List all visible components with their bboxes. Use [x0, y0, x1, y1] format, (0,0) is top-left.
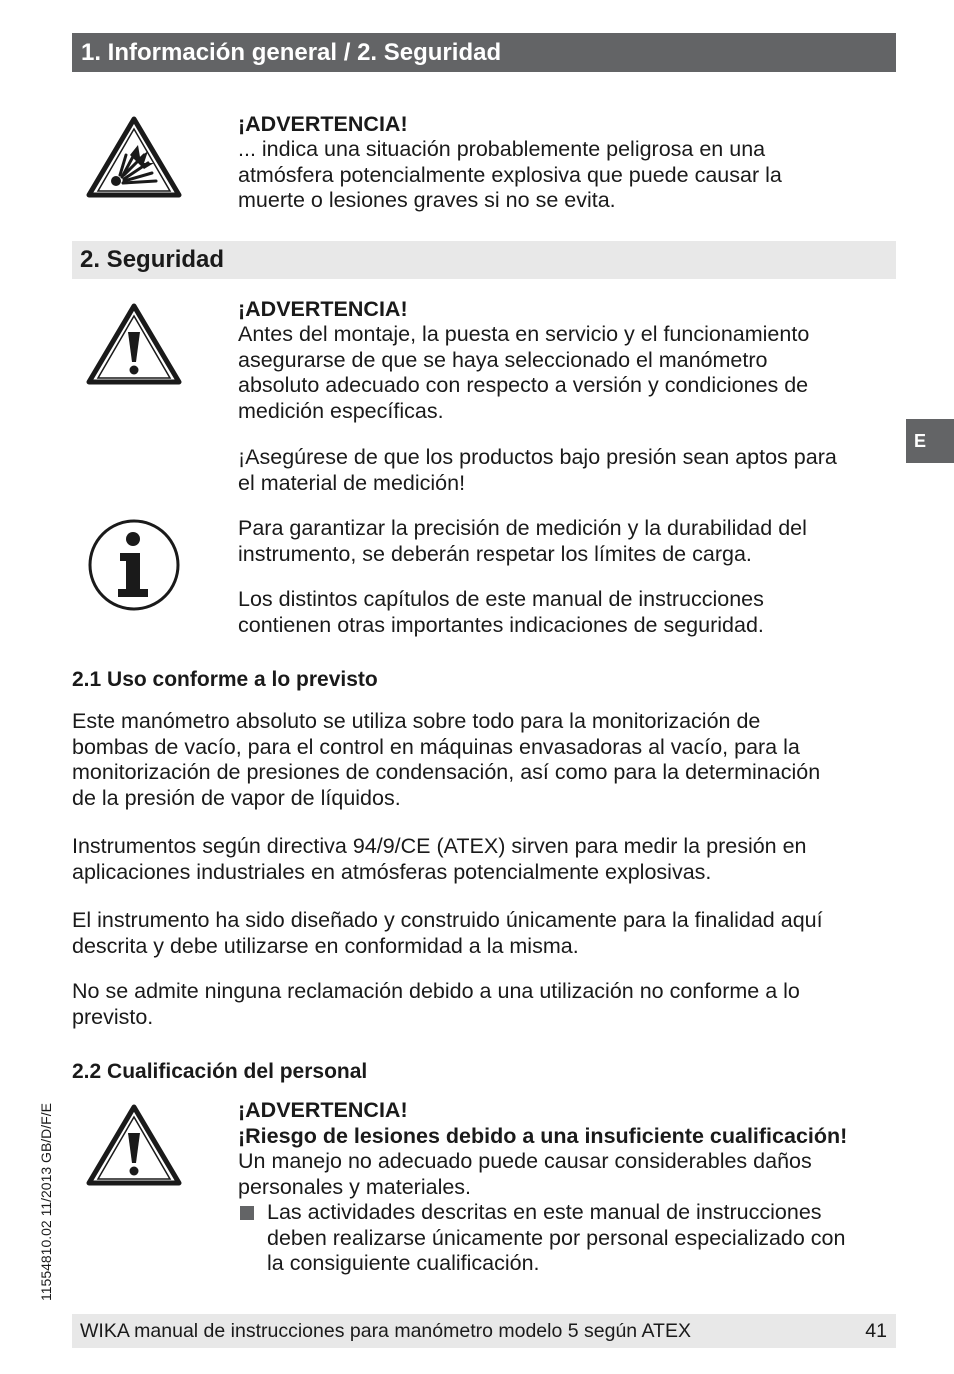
bullet-square-icon — [240, 1206, 254, 1220]
warning-triangle-icon — [86, 302, 182, 386]
footer-text: WIKA manual de instrucciones para manómetro modelo 5 según ATEX — [80, 1320, 691, 1342]
personnel-warning-subheading: ¡Riesgo de lesiones debido a una insuficiente cualificación! — [238, 1124, 848, 1148]
document-code: 11554810.02 11/2013 GB/D/F/E — [38, 1103, 54, 1301]
explosion-warning-heading: ¡ADVERTENCIA! — [238, 112, 408, 136]
explosion-warning-icon — [86, 115, 182, 199]
info-text-safety-chapters: Los distintos capítulos de este manual de instrucciones contienen otras importantes indicaciones de seguridad. — [238, 587, 764, 637]
intended-use-paragraph-2: Instrumentos según directiva 94/9/CE (ATEX) sirven para medir la presión en aplicaciones industriales en atmósferas potencialmente explosivas. — [72, 834, 807, 884]
intended-use-paragraph-3: El instrumento ha sido diseñado y construido únicamente para la finalidad aquí descrita y debe utilizarse en conformidad a la misma. — [72, 908, 823, 958]
info-text-load-limits: Para garantizar la precisión de medición y la durabilidad del instrumento, se deberán respetar los límites de carga. — [238, 516, 807, 566]
list-item: Las actividades descritas en este manual de instrucciones deben realizarse únicamente por personal especializado con la consiguiente cualificación. — [238, 1200, 898, 1277]
selection-warning-heading: ¡ADVERTENCIA! — [238, 297, 408, 321]
explosion-warning-text: ... indica una situación probablemente peligrosa en una atmósfera potencialmente explosiva que puede causar la muerte o lesiones graves si no se evita. — [238, 137, 782, 213]
intended-use-paragraph-1: Este manómetro absoluto se utiliza sobre todo para la monitorización de bombas de vacío, para el control en máquinas envasadoras al vacío, para la monitorización de presiones de condensación, así como para la determinación de la presión de vapor de líquidos. — [72, 709, 821, 810]
page-number: 41 — [865, 1320, 887, 1342]
subsection-title-personnel: 2.2 Cualificación del personal — [72, 1060, 368, 1083]
warning-triangle-icon — [86, 1103, 182, 1187]
personnel-warning-heading: ¡ADVERTENCIA! — [238, 1098, 408, 1122]
page-footer — [72, 1314, 896, 1348]
section-title-safety: 2. Seguridad — [72, 241, 896, 279]
intended-use-paragraph-4: No se admite ninguna reclamación debido a una utilización no conforme a lo previsto. — [72, 979, 800, 1029]
info-icon — [86, 517, 182, 613]
medium-compatibility-note: ¡Asegúrese de que los productos bajo presión sean aptos para el material de medición! — [238, 445, 837, 495]
personnel-warning-text: Un manejo no adecuado puede causar considerables daños personales y materiales. — [238, 1149, 812, 1199]
language-tab: E — [906, 419, 954, 463]
selection-warning-text: Antes del montaje, la puesta en servicio y el funcionamiento asegurarse de que se haya seleccionado el manómetro absoluto adecuado con respecto a versión y condiciones de medición específicas. — [238, 322, 810, 423]
page-header: 1. Información general / 2. Seguridad — [72, 33, 896, 72]
subsection-title-intended-use: 2.1 Uso conforme a lo previsto — [72, 668, 378, 691]
